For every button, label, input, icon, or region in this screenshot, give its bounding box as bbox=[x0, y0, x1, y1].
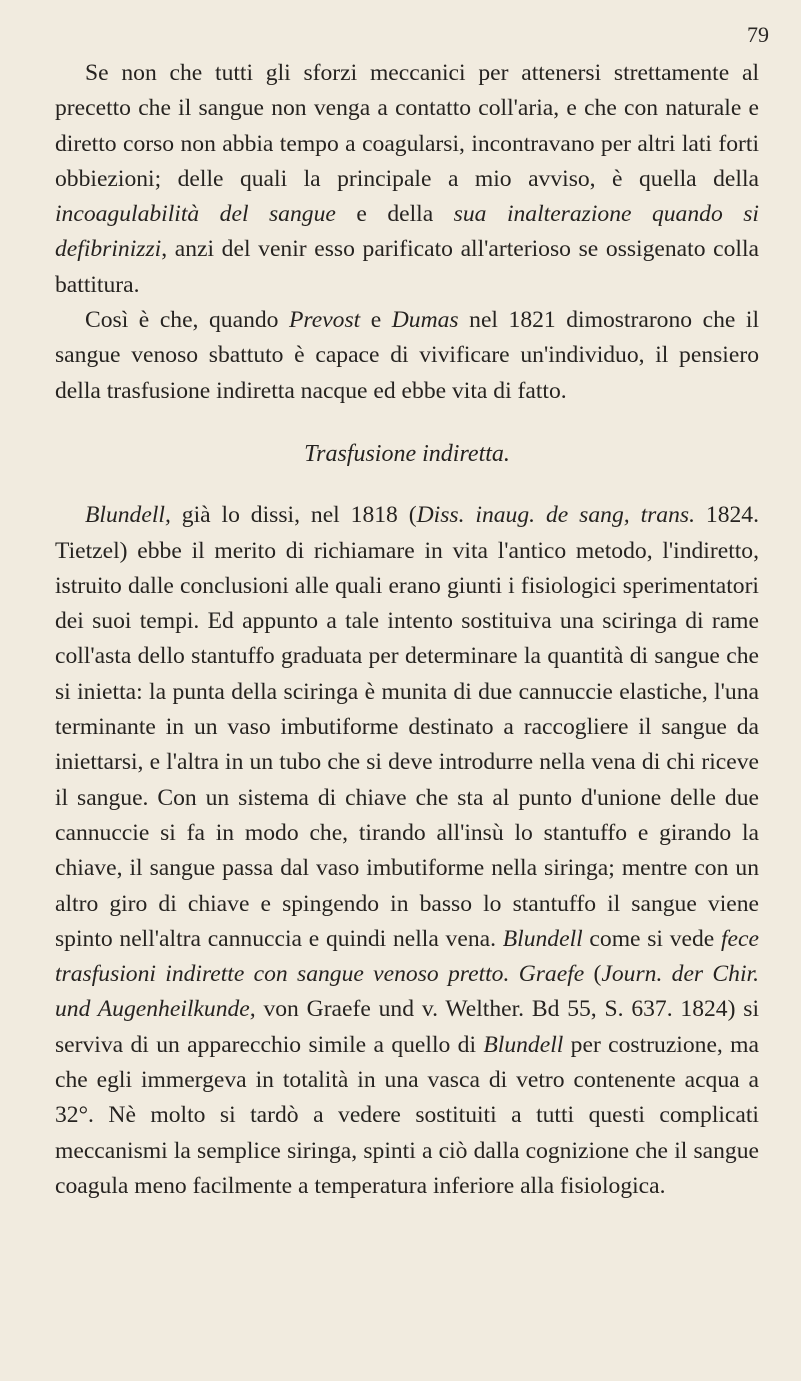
text-run bbox=[509, 961, 518, 987]
paragraph-1 bbox=[55, 56, 759, 303]
italic-run: sua inalterazione quando si defibrinizzi bbox=[55, 201, 759, 263]
italic-run: Blundell bbox=[483, 1031, 564, 1058]
italic-run: Dumas bbox=[391, 307, 459, 334]
text-run: von Graefe und v. Welther. Bd 55, S. 637. 1824) si serviva di un apparecchio simile a quello di bbox=[55, 996, 759, 1058]
italic-run: Blundell bbox=[502, 925, 583, 952]
italic-run: Blundell, bbox=[85, 502, 171, 529]
italic-run: Diss. inaug. de sang, trans. bbox=[416, 502, 695, 529]
text-run: , anzi del venir esso parificato all'arterioso se ossigenato colla battitura. bbox=[55, 236, 759, 298]
italic-run: Graefe bbox=[518, 961, 585, 988]
italic-run: Prevost bbox=[289, 307, 361, 334]
italic-run: fece trasfusioni indirette con sangue venoso pretto. bbox=[55, 925, 759, 988]
text-run: nel 1821 dimostrarono che il sangue venoso sbattuto è capace di vivificare un'individuo, il pensiero della trasfusione indiretta nacque ed ebbe vita di fatto. bbox=[55, 307, 759, 404]
paragraph-3 bbox=[55, 498, 759, 1204]
text-run: 1824. Tietzel) ebbe il merito di richiamare in vita l'antico metodo, l'indiretto, istruito dalle conclusioni alle quali erano giunti i fisiologici sperimentatori dei suoi tempi. Ed appunto a tale intento sostituiva una sciringa di rame coll'asta dello stantuffo graduata per determinare la quantità di sangue che si inietta: la punta della sciringa è munita di due cannuccie elastiche, l'una terminante in un vaso imbutiforme destinato a raccogliere il sangue da iniettarsi, e l'altra in un tubo che si deve introdurre nella vena di chi riceve il sangue. Con un sistema di chiave che sta al punto d'unione delle due cannuccie si fa in modo che, tirando all'insù lo stantuffo e girando la chiave, il sangue passa dal vaso imbutiforme nella siringa; mentre con un altro giro di chiave e spingendo in basso lo stantuffo il sangue viene spinto nell'altra cannuccia e quindi nella vena. bbox=[55, 502, 759, 952]
text-run: e della bbox=[335, 201, 454, 228]
italic-run: incoagulabilità del sangue bbox=[55, 201, 336, 228]
text-run: già lo dissi, nel 1818 ( bbox=[170, 502, 417, 529]
paragraph-2 bbox=[55, 303, 759, 409]
section-heading: Trasfusione indiretta. bbox=[304, 440, 510, 467]
page-number: 79 bbox=[747, 22, 769, 47]
body-text bbox=[55, 56, 759, 1204]
text-run: per costruzione, ma che egli immergeva in totalità in una vasca di vetro contenente acqua a 32°. Nè molto si tardò a vedere sostituiti a tutti questi complicati meccanismi la semplice siringa, spinti a ciò dalla cognizione che il sangue coagula meno facilmente a temperatura inferiore alla fisiologica. bbox=[55, 1031, 760, 1199]
text-run: Così è che, quando bbox=[85, 307, 289, 334]
text-run: ( bbox=[584, 961, 602, 988]
text-run: Se non che tutti gli sforzi meccanici per attenersi strettamente al precetto che il sangue non venga a contatto coll'aria, e che con naturale e diretto corso non abbia tempo a coagularsi, incontravano per altri lati forti obbiezioni; delle quali la principale a mio avviso, è quella della bbox=[55, 60, 759, 192]
text-run: come si vede bbox=[582, 925, 721, 952]
italic-run: Journ. der Chir. und Augenheilkunde, bbox=[55, 961, 759, 1023]
text-run: e bbox=[360, 307, 392, 334]
